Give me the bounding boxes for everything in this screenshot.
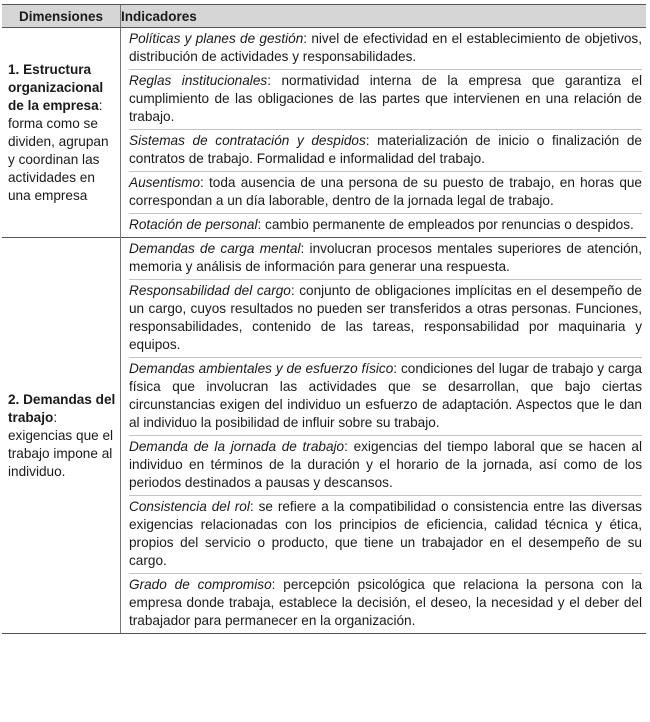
indicator-item: [129, 130, 642, 172]
indicator-text: : condiciones del lugar de trabajo y carga física que involucran las actividades que se desarrollan, que bajo ciertas circunstancias exigen del individuo un esfuerzo de adaptación. Aspectos que le dan al individuo la posibilidad de influir sobre su trabajo.: [129, 361, 642, 430]
indicator-term: Sistemas de contratación y despidos: [129, 133, 366, 148]
indicator-text: : nivel de efectividad en el establecimiento de objetivos, distribución de actividades y responsabilidades.: [129, 31, 642, 64]
indicator-text: : toda ausencia de una persona de su puesto de trabajo, en horas que correspondan a un día laborable, dentro de la jornada legal de trabajo.: [129, 175, 642, 208]
dimension-colon: :: [53, 409, 58, 425]
indicator-term: Consistencia del rol: [129, 499, 250, 514]
indicator-text: : materialización de inicio o finalización de contratos de trabajo. Formalidad e informalidad del trabajo.: [129, 133, 642, 166]
dimension-title: 1. Estructura organizacional de la empresa: [8, 61, 104, 113]
indicator-term: Demandas ambientales y de esfuerzo físico: [129, 361, 394, 376]
indicator-item: [129, 28, 642, 70]
indicator-text: : conjunto de obligaciones implícitas en el desempeño de un cargo, cuyos resultados no pueden ser transferidos a otras personas. Funciones, responsabilidades, contenido de las tareas, responsabilidad por maquinaria y equipos.: [129, 283, 642, 352]
indicator-term: Ausentismo: [129, 175, 201, 190]
dimension-description: exigencias que el trabajo impone al individuo.: [8, 427, 114, 479]
indicator-item: [129, 214, 642, 237]
indicator-text: : normatividad interna de la empresa que garantiza el cumplimiento de las obligaciones de las partes que intervienen en una relación de trabajo.: [129, 73, 642, 124]
indicator-text: : exigencias del tiempo laboral que se hacen al individuo en términos de la duración y el horario de la jornada, así como de los periodos destinados a pausas y descansos.: [129, 439, 642, 490]
table-row: [2, 28, 646, 238]
indicator-term: Políticas y planes de gestión: [129, 31, 304, 46]
indicators-cell: [121, 238, 647, 634]
indicator-text: : cambio permanente de empleados por renuncias o despidos.: [257, 217, 634, 232]
indicator-item: [129, 70, 642, 130]
dimension-title: 2. Demandas del trabajo: [8, 391, 116, 425]
indicator-item: [129, 280, 642, 358]
indicators-cell: [121, 28, 647, 238]
indicator-item: [129, 436, 642, 496]
table-row: [2, 238, 646, 634]
dimension-description: forma como se dividen, agrupan y coordinan las actividades en una empresa: [8, 115, 109, 203]
indicator-term: Reglas institucionales: [129, 73, 268, 88]
indicator-item: [129, 172, 642, 214]
indicator-text: : percepción psicológica que relaciona la persona con la empresa donde trabaja, establece la decisión, el deseo, la necesidad y el deber del trabajador para permanecer en la organización.: [129, 577, 643, 628]
dimension-cell: [2, 238, 121, 634]
table-header-row: [2, 5, 646, 28]
header-indicators: Indicadores: [121, 5, 647, 28]
dimension-cell: [2, 28, 121, 238]
indicator-term: Responsabilidad del cargo: [129, 283, 291, 298]
indicator-item: [129, 358, 642, 436]
indicator-term: Rotación de personal: [129, 217, 258, 232]
dimension-colon: :: [98, 97, 103, 113]
header-dimensions: Dimensiones: [2, 5, 121, 28]
indicator-term: Demandas de carga mental: [129, 241, 301, 256]
dimensions-table: [2, 4, 646, 634]
indicator-text: : involucran procesos mentales superiores de atención, memoria y análisis de información para generar una respuesta.: [129, 241, 642, 274]
indicator-item: [129, 574, 642, 633]
indicator-term: Grado de compromiso: [129, 577, 272, 592]
indicator-term: Demanda de la jornada de trabajo: [129, 439, 345, 454]
indicator-item: [129, 496, 642, 574]
indicator-text: : se refiere a la compatibilidad o consistencia entre las diversas exigencias relacionadas con los principios de eficiencia, calidad técnica y ética, propios del servicio o producto, que tiene un trabajador en el desempeño de su cargo.: [129, 499, 642, 568]
indicator-item: [129, 238, 642, 280]
